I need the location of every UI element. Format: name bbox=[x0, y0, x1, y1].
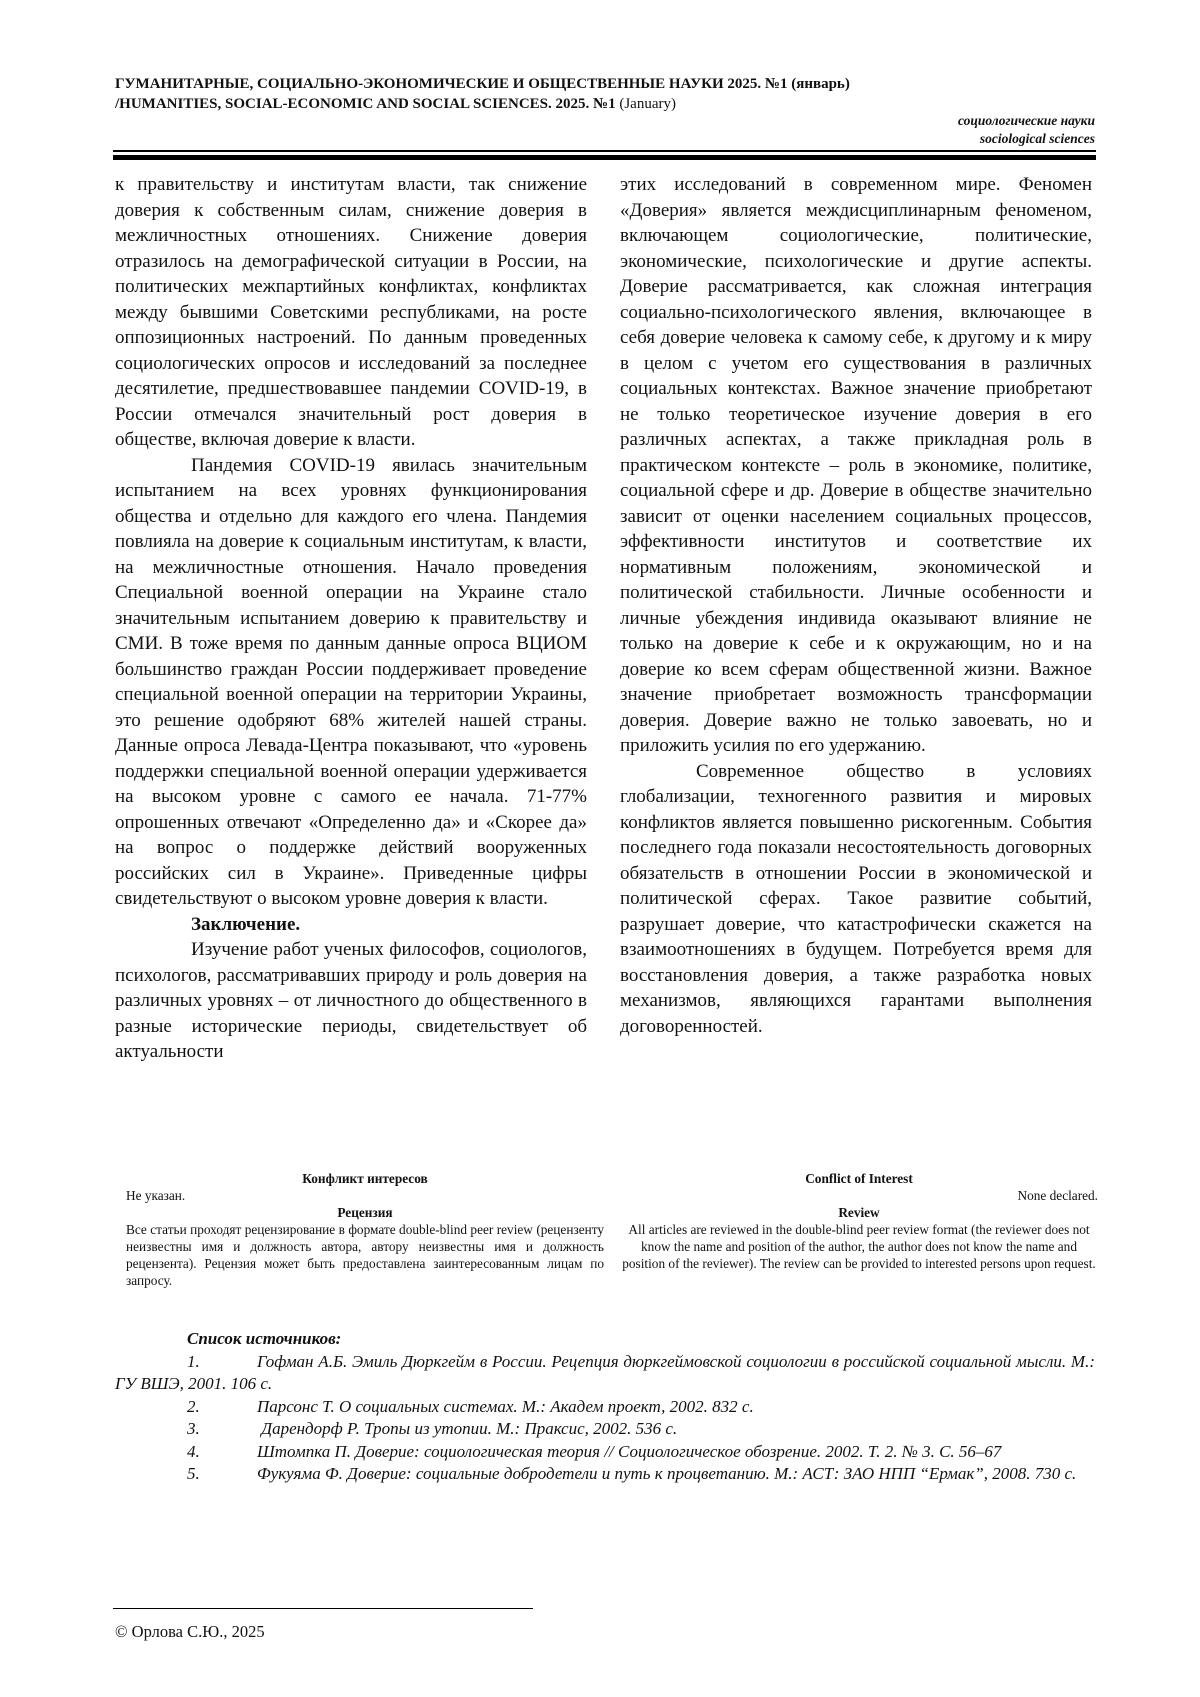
reference-text: Гофман А.Б. Эмиль Дюркгейм в России. Рецепция дюркгеймовской социологии в российской социальной мысли. М.: ГУ ВШЭ, 2001. 106 с. bbox=[115, 1351, 1095, 1393]
conflict-title: Конфликт интересов bbox=[302, 1171, 428, 1186]
paragraph: к правительству и институтам власти, так снижение доверия к собственным силам, снижение доверия в межличностных отношениях. Снижение доверия отразилось на демографической ситуации в России, на политических межпартийных конфликтах, конфликтах между бывшими Советскими республиками, на росте оппозиционных настроений. По данным проведенных социологических опросов и исследований за последнее десятилетие, предшествовавшее пандемии COVID-19, в России отмечался значительный рост доверия в обществе, включая доверие к власти. bbox=[115, 174, 587, 450]
review-text: Все статьи проходят рецензирование в формате double-blind peer review (рецензенту неизвестны имя и должность автора, автору неизвестны имя и должность рецензента). Рецензия может быть предоставлена заинтересованным лицам по запросу. bbox=[126, 1222, 604, 1288]
review-title: Review bbox=[838, 1205, 880, 1220]
header-rule-top bbox=[113, 150, 1096, 152]
reference-item bbox=[115, 1418, 1095, 1441]
references bbox=[115, 1328, 1095, 1486]
paragraph: Современное общество в условиях глобализации, техногенного развития и мировых конфликтов является повышенно рискогенным. События последнего года показали несостоятельность договорных обязательств в отношении России в экономической и политической сферах. Такое развитие событий, разрушает доверие, что катастрофически скажется на взаимоотношениях в будущем. Потребуется время для восстановления доверия, а также разработка новых механизмов, являющихся гарантами выполнения договоренностей. bbox=[620, 760, 1092, 1037]
conclusion-heading: Заключение. bbox=[191, 913, 301, 935]
journal-title-en bbox=[115, 94, 1095, 114]
paragraph: Пандемия COVID-19 явилась значительным испытанием на всех уровнях функционирования общества и отдельно для каждого его члена. Пандемия повлияла на доверие к социальным институтам, к власти, на межличностные отношения. Начало проведения Специальной военной операции на Украине стало значительным испытанием доверию к правительству и СМИ. В тоже время по данным данные опроса ВЦИОМ большинство граждан России поддерживает проведение специальной военной операции на территории Украины, это решение одобряют 68% жителей нашей страны. Данные опроса Левада-Центра показывают, что «уровень поддержки специальной военной операции удерживается на высоком уровне с самого ее начала. 71-77% опрошенных отвечают «Определенно да» и «Скорее да» на вопрос о поддержке действий вооруженных российских сил в Украине». Приведенные цифры свидетельствуют о высоком уровне доверия к власти. bbox=[115, 454, 587, 909]
journal-title-en-main: /HUMANITIES, SOCIAL-ECONOMIC AND SOCIAL SCIENCES. 2025. №1 bbox=[115, 96, 616, 112]
reference-number: 2. bbox=[187, 1396, 200, 1416]
references-title: Список источников: bbox=[187, 1329, 342, 1348]
reference-number: 1. bbox=[187, 1351, 200, 1371]
reference-number: 3. bbox=[187, 1419, 200, 1438]
conflict-title: Conflict of Interest bbox=[805, 1171, 913, 1186]
reference-text: Штомпка П. Доверие: социологическая теория // Социологическое обозрение. 2002. Т. 2. № 3. С. 56–67 bbox=[257, 1441, 1002, 1461]
reference-number: 5. bbox=[187, 1464, 200, 1483]
journal-title-en-month: (January) bbox=[615, 96, 676, 112]
reference-text: Фукуяма Ф. Доверие: социальные добродетели и путь к процветанию. М.: АСТ: ЗАО НПП “Ермак”, 2008. 730 с. bbox=[257, 1464, 1077, 1483]
article-info-en bbox=[620, 1170, 1098, 1272]
header-rule-bottom bbox=[113, 155, 1096, 160]
reference-text: Дарендорф Р. Тропы из утопии. М.: Праксис, 2002. 536 с. bbox=[257, 1419, 678, 1438]
section-label-en: sociological sciences bbox=[979, 131, 1095, 146]
reference-text: Парсонс Т. О социальных системах. М.: Академ проект, 2002. 832 с. bbox=[257, 1396, 754, 1416]
reference-item bbox=[115, 1441, 1095, 1464]
reference-item bbox=[115, 1396, 1095, 1419]
running-header bbox=[115, 74, 1095, 114]
reference-item bbox=[115, 1351, 1095, 1396]
paragraph: этих исследований в современном мире. Феномен «Доверия» является междисциплинарным феноменом, включающем социологические, политические, экономические, психологические и другие аспекты. Доверие рассматривается, как сложная интеграция социально-психологического явления, включающее в себя доверие человека к самому себе, к другому и к миру в целом с учетом его существования в различных социальных контекстах. Важное значение приобретают не только теоретическое изучение доверия в его различных аспектах, а также прикладная роль в практическом контексте – роль в экономике, политике, социальной сфере и др. Доверие в обществе значительно зависит от оценки населением социальных процессов, эффективности институтов и соответствие их нормативным положениям, экономической и политической стабильности. Личные особенности и личные убеждения индивида оказывают влияние не только на доверие к себе и к окружающим, но и на доверие ко всем сферам общественной жизни. Важное значение приобретает возможность трансформации доверия. Доверие важно не только завоевать, но и приложить усилия по его удержанию. bbox=[620, 174, 1092, 756]
paragraph: Изучение работ ученых философов, социологов, психологов, рассматривавших природу и роль доверия на различных уровнях – от личностного до общественного в разные исторические периоды, свидетельствует об актуальности bbox=[115, 939, 587, 1062]
reference-item bbox=[115, 1463, 1095, 1486]
article-info-ru bbox=[126, 1170, 604, 1289]
body-column-right bbox=[620, 172, 1092, 1039]
review-text: All articles are reviewed in the double-blind peer review format (the reviewer does not know the name and position of the author, the author does not know the name and position of the reviewer). The review can be provided to interested persons upon request. bbox=[622, 1222, 1096, 1271]
reference-number: 4. bbox=[187, 1441, 200, 1461]
copyright: © Орлова С.Ю., 2025 bbox=[115, 1622, 265, 1641]
journal-title-ru: ГУМАНИТАРНЫЕ, СОЦИАЛЬНО-ЭКОНОМИЧЕСКИЕ И ОБЩЕСТВЕННЫЕ НАУКИ 2025. №1 (январь) bbox=[115, 76, 850, 92]
footnote-rule bbox=[113, 1608, 533, 1609]
section-label-ru: социологические науки bbox=[957, 113, 1095, 128]
body-column-left bbox=[115, 172, 587, 1065]
review-title: Рецензия bbox=[337, 1205, 393, 1220]
conflict-text: Не указан. bbox=[126, 1188, 186, 1203]
conflict-text: None declared. bbox=[1017, 1188, 1098, 1203]
